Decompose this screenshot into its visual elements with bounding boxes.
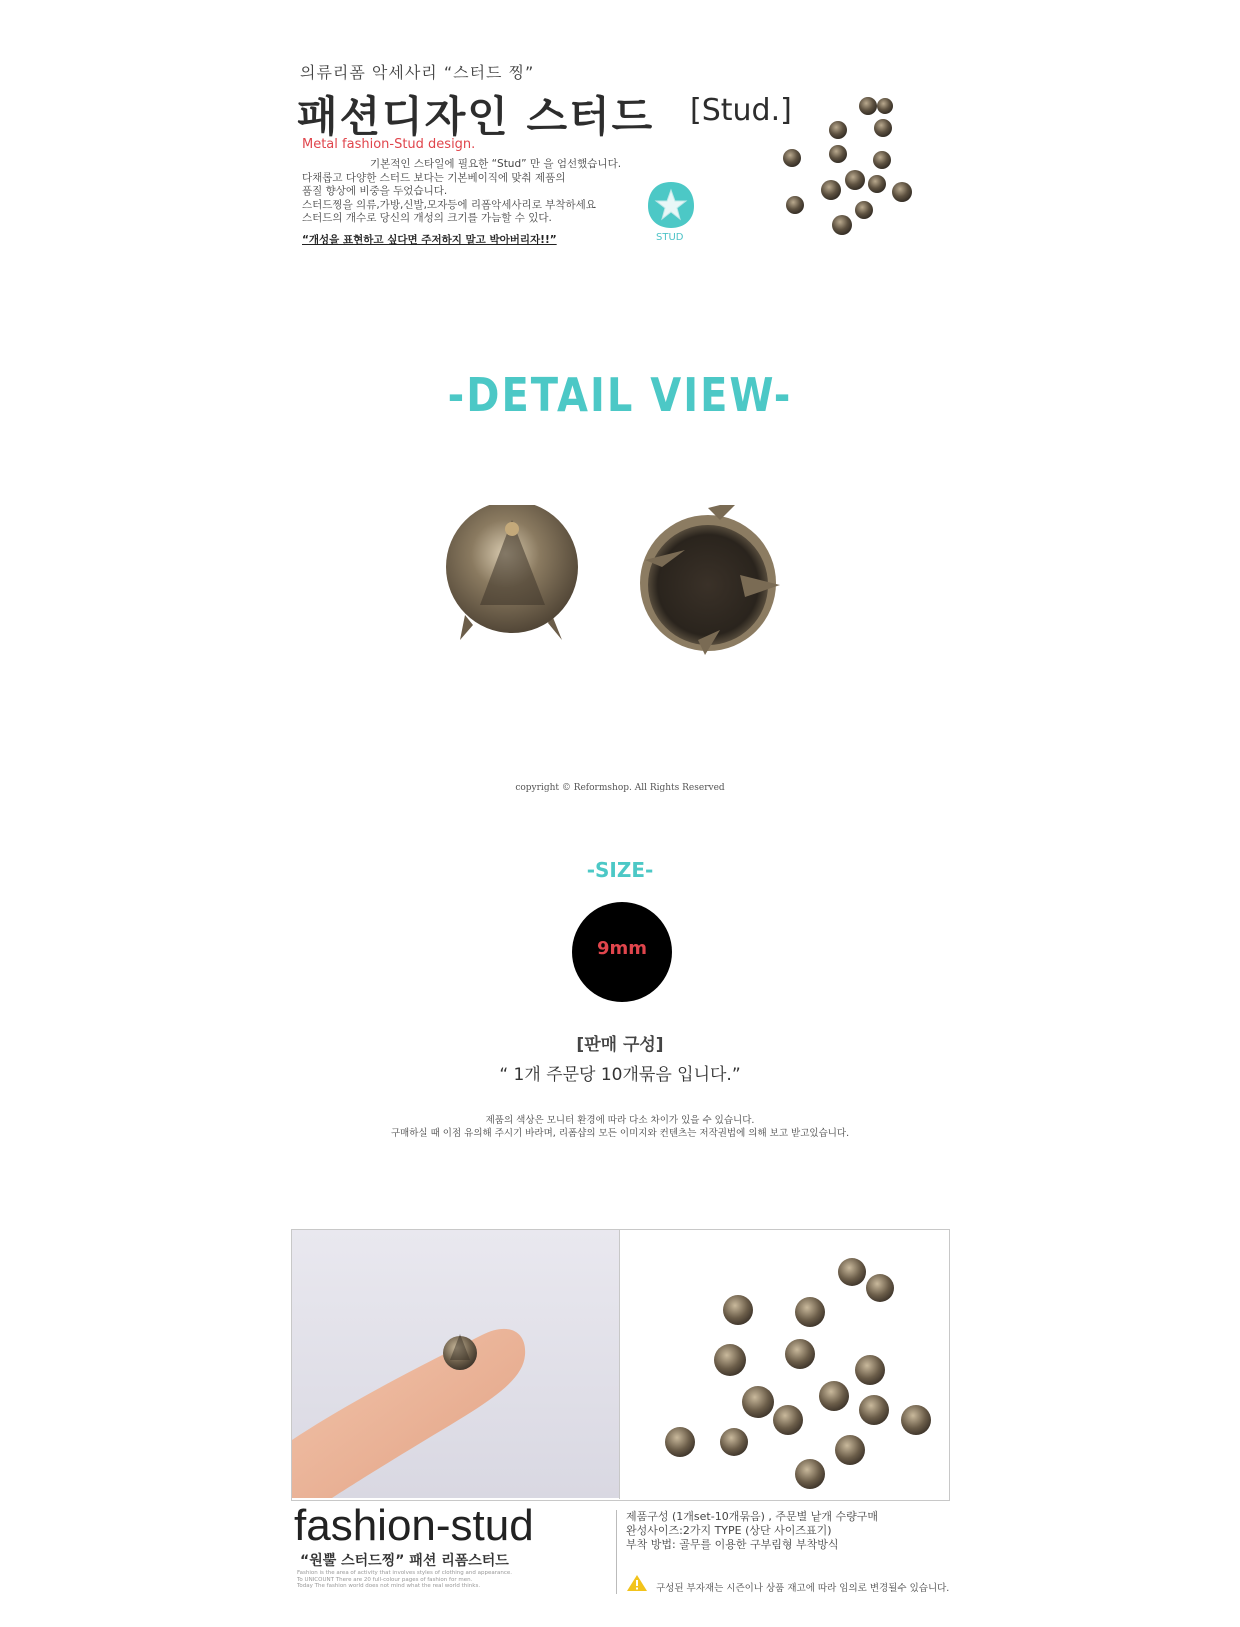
description-line: 다채롭고 다양한 스터드 보다는 기본베이직에 맞춰 제품의	[302, 171, 566, 184]
footer-divider	[616, 1510, 617, 1594]
studs-group-photo	[620, 1230, 947, 1498]
subtitle: Metal fashion-Stud design.	[302, 137, 476, 152]
fine-print	[297, 1570, 512, 1590]
slogan: “개성을 표현하고 싶다면 주저하지 말고 박아버리자!!”	[302, 234, 557, 246]
copyright-text: copyright © Reformshop. All Rights Reserved	[515, 783, 725, 793]
brand-title: fashion-stud	[294, 1501, 534, 1550]
spec-line: 완성사이즈:2가지 TYPE (상단 사이즈표기)	[626, 1524, 832, 1537]
stud-detail-image	[440, 505, 810, 665]
warning-text: 구성된 부자재는 시즌이나 상품 재고에 따라 임의로 변경될수 있습니다.	[656, 1583, 950, 1594]
description-line: 기본적인 스타일에 필요한 “Stud” 만 을 엄선했습니다.	[370, 158, 622, 170]
spec-line: 부착 방법: 골무를 이용한 구부림형 부착방식	[626, 1538, 839, 1551]
description	[302, 158, 642, 226]
description-line: 품질 향상에 비중을 두었습니다.	[302, 185, 448, 198]
fine-print-line: To UNICOUNT There are 20 full-colour pages of fashion for men.	[297, 1576, 473, 1583]
stud-badge-icon	[646, 180, 696, 230]
sales-text: “ 1개 주문당 10개묶음 입니다.”	[499, 1065, 741, 1085]
spec-line: 제품구성 (1개set-10개묶음) , 주문별 낱개 수량구매	[626, 1510, 878, 1523]
notice-text	[0, 1114, 1240, 1140]
fine-print-line: Fashion is the area of activity that involves styles of clothing and appearance.	[297, 1570, 512, 1576]
product-specs	[626, 1510, 878, 1552]
page-title: 패션디자인 스터드	[297, 92, 655, 141]
warning-icon	[626, 1574, 648, 1592]
finger-photo	[292, 1230, 619, 1498]
notice-line: 제품의 색상은 모니터 환경에 따라 다소 차이가 있을 수 있습니다.	[485, 1115, 755, 1126]
notice-line: 구매하실 때 이점 유의해 주시기 바라며, 리폼샵의 모든 이미지와 컨텐츠는 저작권법에 의해 보고 받고있습니다.	[390, 1128, 850, 1139]
description-line: 스터드의 개수로 당신의 개성의 크기를 가늠할 수 있다.	[302, 212, 552, 225]
detail-view-title: -DETAIL VIEW-	[447, 369, 793, 423]
description-line: 스터드찡을 의류,가방,신발,모자등에 리폼악세사리로 부착하세요	[302, 198, 596, 211]
eyebrow-text: 의류리폼 악세사리 “스터드 찡”	[300, 63, 535, 82]
badge-label: STUD	[656, 232, 684, 243]
fine-print-line: Today The fashion world does not mind what the real world thinks.	[297, 1583, 481, 1589]
size-title: -SIZE-	[586, 858, 654, 882]
sales-title: [판매 구성]	[576, 1035, 664, 1055]
brand-subtitle: “원뿔 스터드찡” 패션 리폼스터드	[300, 1553, 509, 1569]
page-title-en: [Stud.]	[690, 93, 792, 128]
studs-cluster-image	[770, 92, 920, 247]
size-value: 9mm	[596, 938, 648, 959]
